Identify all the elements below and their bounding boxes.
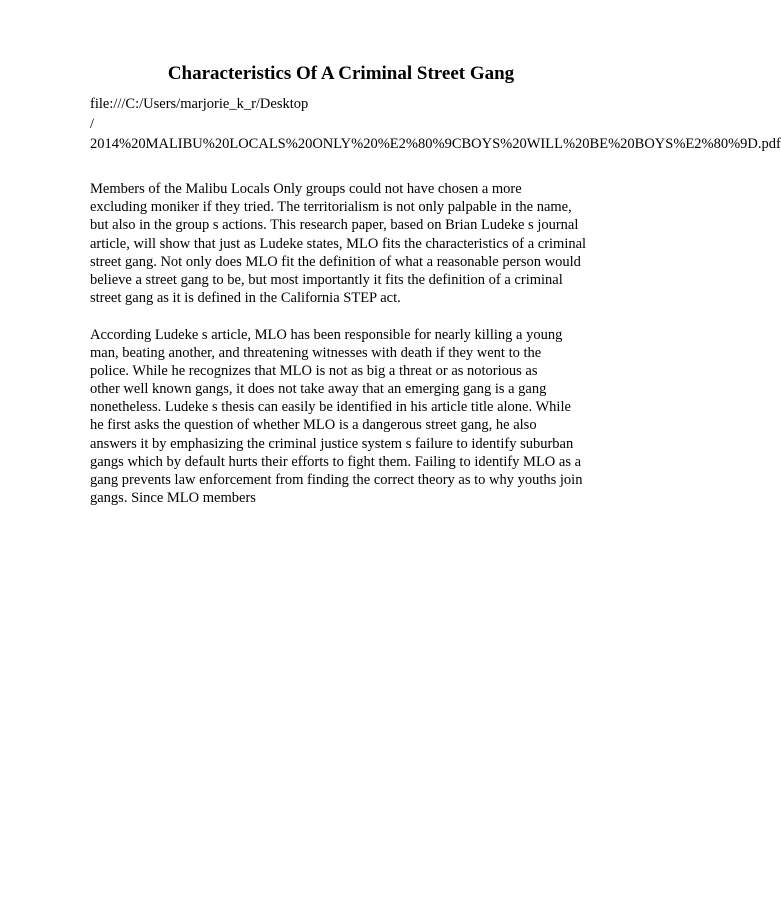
- text-line: nonetheless. Ludeke s thesis can easily be identified in his article title alone. While: [90, 399, 571, 416]
- text-line: [90, 507, 610, 525]
- text-line: street gang as it is defined in the California STEP act.: [90, 290, 401, 307]
- file-path: [90, 94, 781, 154]
- file-path-line: 2014%20MALIBU%20LOCALS%20ONLY%20%E2%80%9CBOYS%20WILL%20BE%20BOYS%E2%80%9D.pdf: [90, 136, 781, 152]
- paragraph: [90, 180, 610, 307]
- file-path-line: /: [90, 116, 95, 132]
- text-line: excluding moniker if they tried. The territorialism is not only palpable in the name,: [90, 199, 572, 216]
- text-line: believe a street gang to be, but most importantly it fits the definition of a criminal: [90, 271, 563, 288]
- text-line: gangs. Since MLO members: [90, 490, 256, 507]
- document-body: [90, 180, 610, 544]
- paragraph: [90, 326, 610, 526]
- text-line: he first asks the question of whether MLO is a dangerous street gang, he also: [90, 417, 537, 434]
- text-line: man, beating another, and threatening witnesses with death if they went to the: [90, 344, 542, 361]
- file-path-line: file:///C:/Users/marjorie_k_r/Desktop: [90, 96, 309, 112]
- text-line: Members of the Malibu Locals Only groups could not have chosen a more: [90, 181, 522, 197]
- text-line: answers it by emphasizing the criminal justice system s failure to identify suburban: [90, 435, 574, 452]
- text-line: but also in the group s actions. This research paper, based on Brian Ludeke s journal: [90, 217, 579, 234]
- text-line: street gang. Not only does MLO fit the definition of what a reasonable person would: [90, 253, 581, 270]
- document-title: Characteristics Of A Criminal Street Gang: [167, 63, 515, 84]
- text-line: article, will show that just as Ludeke states, MLO fits the characteristics of a criminal: [90, 235, 587, 252]
- text-line: other well known gangs, it does not take away that an emerging gang is a gang: [90, 381, 547, 398]
- text-line: According Ludeke s article, MLO has been responsible for nearly killing a young: [90, 326, 563, 343]
- text-line: gangs which by default hurts their efforts to fight them. Failing to identify MLO as a: [90, 453, 582, 470]
- text-line: gang prevents law enforcement from finding the correct theory as to why youths join: [90, 472, 583, 488]
- text-line: police. While he recognizes that MLO is not as big a threat or as notorious as: [90, 362, 538, 379]
